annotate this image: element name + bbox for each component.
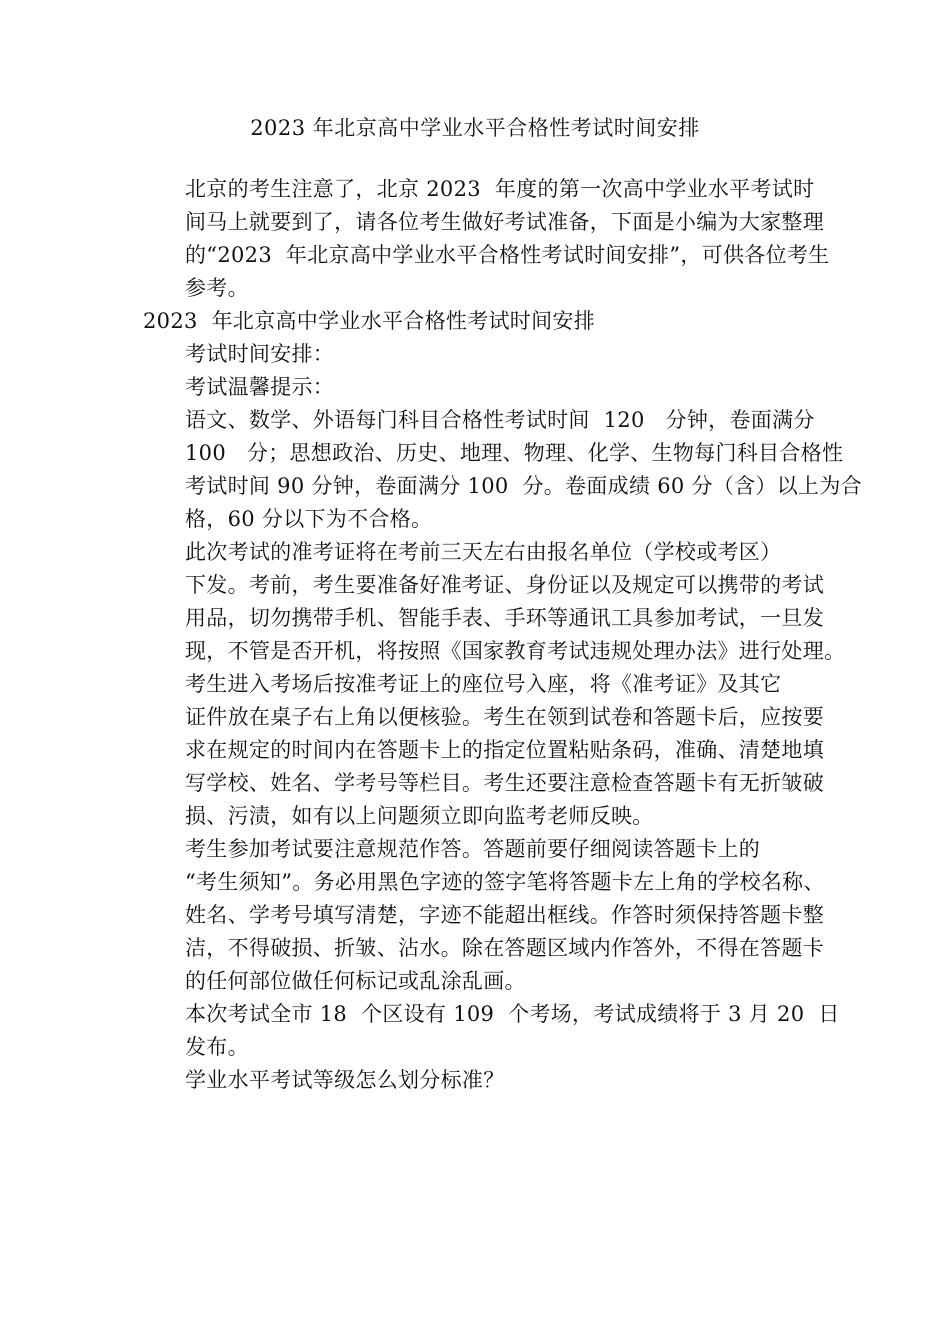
paragraph-line: 考试温馨提示：	[185, 375, 335, 399]
paragraph-line: 姓名、学考号填写清楚，字迹不能超出框线。作答时须保持答题卡整	[185, 903, 824, 927]
paragraph-line: 考试时间 90 分钟，卷面满分 100 分。卷面成绩 60 分（含）以上为合	[185, 474, 862, 498]
paragraph-line: 洁，不得破损、折皱、沾水。除在答题区域内作答外，不得在答题卡	[185, 936, 824, 960]
paragraph-line: 语文、数学、外语每门科目合格性考试时间 120 分钟，卷面满分	[185, 408, 815, 432]
paragraph	[143, 833, 823, 998]
paragraph	[143, 998, 840, 1064]
paragraph	[143, 305, 823, 338]
paragraph-line: 格，60 分以下为不合格。	[185, 507, 433, 531]
paragraph-line: 2023 年北京高中学业水平合格性考试时间安排	[143, 309, 595, 333]
paragraph-line: 下发。考前，考生要准备好准考证、身份证以及规定可以携带的考试	[185, 573, 824, 597]
paragraph-line: 写学校、姓名、学考号等栏目。考生还要注意检查答题卡有无折皱破	[185, 771, 824, 795]
paragraph-line: 的任何部位做任何标记或乱涂乱画。	[185, 969, 526, 993]
paragraph-line: 证件放在桌子右上角以便核验。考生在领到试卷和答题卡后，应按要	[185, 705, 824, 729]
paragraph-line: 考生进入考场后按准考证上的座位号入座，将《准考证》及其它	[185, 672, 782, 696]
paragraph-line: 100 分；思想政治、历史、地理、物理、化学、生物每门科目合格性	[185, 441, 844, 465]
paragraph	[143, 371, 823, 404]
paragraph	[143, 404, 862, 536]
paragraph-line: 发布。	[185, 1035, 249, 1059]
document-body	[143, 173, 862, 1097]
document-title: 2023 年北京高中学业水平合格性考试时间安排	[250, 116, 700, 140]
paragraph-line: 求在规定的时间内在答题卡上的指定位置粘贴条码，准确、清楚地填	[185, 738, 824, 762]
paragraph-line: 北京的考生注意了，北京 2023 年度的第一次高中学业水平考试时	[185, 177, 815, 201]
paragraph-line: 本次考试全市 18 个区设有 109 个考场，考试成绩将于 3 月 20 日	[185, 1002, 840, 1026]
paragraph-line: 间马上就要到了，请各位考生做好考试准备，下面是小编为大家整理	[185, 210, 824, 234]
paragraph-line: 损、污渍，如有以上问题须立即向监考老师反映。	[185, 804, 654, 828]
paragraph	[143, 668, 823, 833]
paragraph-line: 用品，切勿携带手机、智能手表、手环等通讯工具参加考试，一旦发	[185, 606, 824, 630]
paragraph	[143, 536, 846, 668]
paragraph-line: 参考。	[185, 276, 249, 300]
paragraph-line: 的“2023 年北京高中学业水平合格性考试时间安排”，可供各位考生	[185, 243, 830, 267]
paragraph	[143, 338, 823, 371]
paragraph	[143, 1064, 823, 1097]
paragraph-line: “考生须知”。务必用黑色字迹的签字笔将答题卡左上角的学校名称、	[185, 870, 825, 894]
paragraph	[143, 173, 830, 305]
paragraph-line: 学业水平考试等级怎么划分标准？	[185, 1068, 505, 1092]
paragraph-line: 现，不管是否开机，将按照《国家教育考试违规处理办法》进行处理。	[185, 639, 846, 663]
paragraph-line: 考生参加考试要注意规范作答。答题前要仔细阅读答题卡上的	[185, 837, 761, 861]
paragraph-line: 考试时间安排：	[185, 342, 335, 366]
paragraph-line: 此次考试的准考证将在考前三天左右由报名单位（学校或考区）	[185, 540, 782, 564]
